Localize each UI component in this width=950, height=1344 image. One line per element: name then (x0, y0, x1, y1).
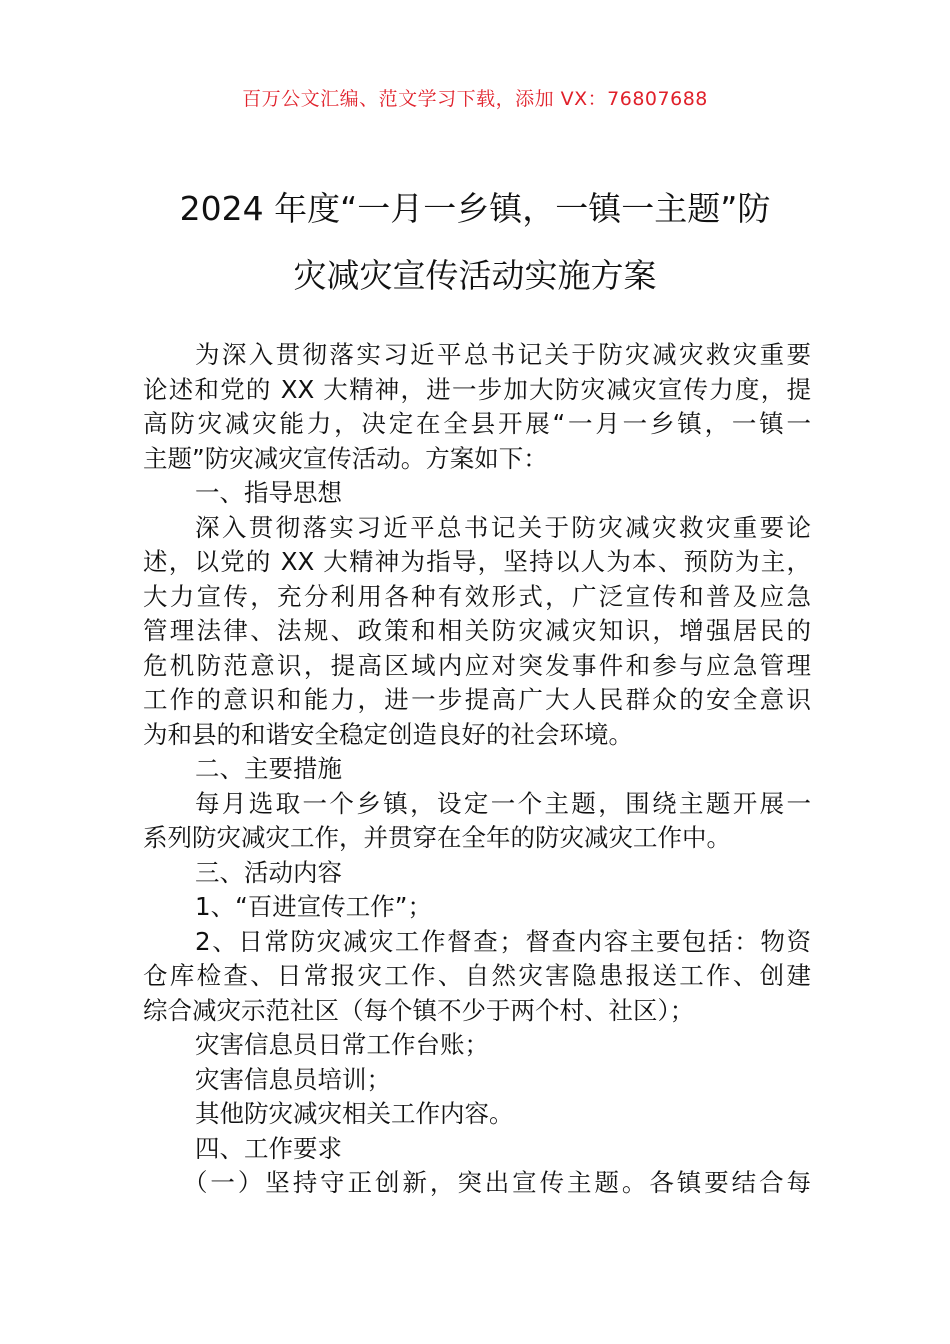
body-line: 为深入贯彻落实习近平总书记关于防灾减灾救灾重要 (195, 340, 811, 369)
list-item: 2、日常防灾减灾工作督查；督查内容主要包括：物资 (195, 926, 811, 956)
body-line: 大力宣传，充分利用各种有效形式，广泛宣传和普及应急 (143, 581, 811, 611)
body-line: 为和县的和谐安全稳定创造良好的社会环境。 (143, 719, 633, 749)
header-download-note: 百万公文汇编、范文学习下载，添加 VX：76807688 (242, 88, 708, 110)
body-line: 仓库检查、日常报灾工作、自然灾害隐患报送工作、创建 (143, 961, 811, 990)
section-heading-activity-content: 三、活动内容 (195, 857, 342, 887)
body-line: 系列防灾减灾工作，并贯穿在全年的防灾减灾工作中。 (143, 823, 731, 852)
document-title-line-1: 2024 年度“一月一乡镇，一镇一主题”防 (179, 189, 771, 228)
section-heading-main-measures: 二、主要措施 (195, 754, 342, 783)
body-line: 高防灾减灾能力，决定在全县开展“一月一乡镇，一镇一 (143, 409, 811, 438)
document-title-line-2: 灾减灾宣传活动实施方案 (293, 256, 657, 295)
body-line: 工作的意识和能力，进一步提高广大人民群众的安全意识 (143, 685, 811, 714)
document-body (143, 338, 811, 1201)
body-line: 主题”防灾减灾宣传活动。方案如下： (143, 443, 548, 473)
list-item: 1、“百进宣传工作”； (195, 892, 432, 921)
section-heading-work-requirements: 四、工作要求 (195, 1133, 342, 1163)
body-line: 危机防范意识，提高区域内应对突发事件和参与应急管理 (143, 650, 811, 680)
body-line: 深入贯彻落实习近平总书记关于防灾减灾救灾重要论 (195, 512, 811, 542)
body-line: 管理法律、法规、政策和相关防灾减灾知识，增强居民的 (143, 616, 811, 645)
list-item: 灾害信息员培训； (195, 1064, 391, 1094)
body-line: 综合减灾示范社区（每个镇不少于两个村、社区）； (143, 995, 695, 1025)
list-item: 灾害信息员日常工作台账； (195, 1030, 489, 1059)
body-line: 每月选取一个乡镇，设定一个主题，围绕主题开展一 (195, 788, 811, 818)
body-line: （一）坚持守正创新，突出宣传主题。各镇要结合每 (183, 1168, 811, 1197)
list-item: 其他防灾减灾相关工作内容。 (195, 1099, 514, 1128)
section-heading-guiding-thought: 一、指导思想 (195, 478, 342, 507)
body-line: 述，以党的 XX 大精神为指导，坚持以人为本、预防为主， (143, 547, 811, 576)
body-line: 论述和党的 XX 大精神，进一步加大防灾减灾宣传力度，提 (143, 374, 811, 404)
